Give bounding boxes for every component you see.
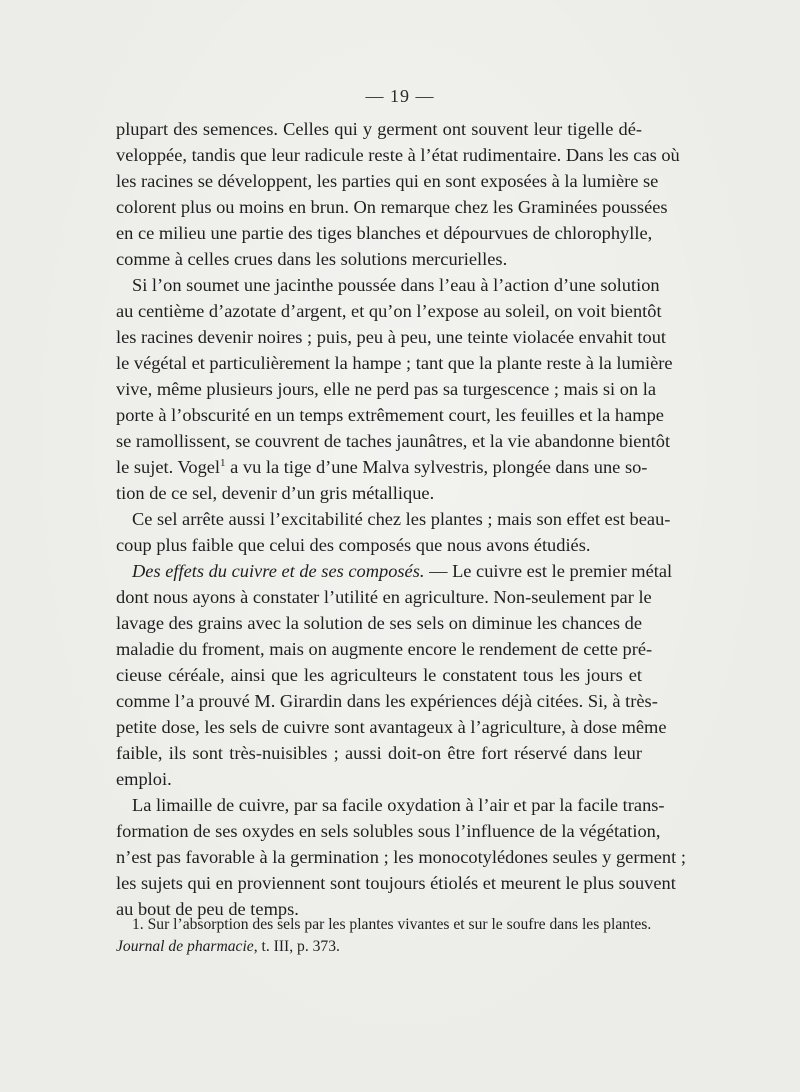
- body-line: formation de ses oxydes en sels solubles sous l’influence de la végétation,: [116, 821, 661, 841]
- footnote-reference: 1: [220, 456, 226, 469]
- body-line: emploi.: [116, 769, 172, 789]
- body-line: en ce milieu une partie des tiges blanches et dépourvues de chlorophylle,: [116, 223, 653, 243]
- body-line: au bout de peu de temps.: [116, 899, 299, 919]
- body-line: comme l’a prouvé M. Girardin dans les expériences déjà citées. Si, à très-: [116, 691, 658, 711]
- body-line: plupart des semences. Celles qui y germent ont souvent leur tigelle dé-: [116, 119, 642, 139]
- footnote-text: Sur l’absorption des sels par les plantes vivantes et sur le soufre dans les plantes.: [147, 916, 652, 933]
- body-line: faible, ils sont très-nuisibles ; aussi doit-on être fort réservé dans leur: [116, 743, 642, 763]
- body-line: maladie du froment, mais on augmente encore le rendement de cette pré-: [116, 639, 653, 659]
- body-line: coup plus faible que celui des composés que nous avons étudiés.: [116, 535, 591, 555]
- footnote-line: [116, 914, 652, 936]
- body-line-end: a vu la tige d’une Malva sylvestris, plongée dans une so-: [230, 457, 648, 477]
- body-line: lavage des grains avec la solution de ses sels on diminue les chances de: [116, 613, 642, 633]
- section-heading: Des effets du cuivre et de ses composés.: [132, 561, 425, 581]
- body-line: veloppée, tandis que leur radicule reste à l’état rudimentaire. Dans les cas où: [116, 145, 680, 165]
- body-line: n’est pas favorable à la germination ; les monocotylédones seules y germent ;: [116, 847, 686, 867]
- body-line-with-footnote: [116, 454, 648, 480]
- body-text: [116, 116, 686, 922]
- footnote-reference-detail: , t. III, p. 373.: [253, 938, 340, 955]
- body-line: comme à celles crues dans les solutions mercurielles.: [116, 249, 508, 269]
- body-line: La limaille de cuivre, par sa facile oxydation à l’air et par la facile trans-: [132, 795, 665, 815]
- body-line: cieuse céréale, ainsi que les agriculteurs le constatent tous les jours et: [116, 665, 642, 685]
- body-line: se ramollissent, se couvrent de taches jaunâtres, et la vie abandonne bientôt: [116, 431, 671, 451]
- body-line: le végétal et particulièrement la hampe ; tant que la plante reste à la lumière: [116, 353, 673, 373]
- page-number: — 19 —: [365, 86, 435, 106]
- body-line-start: le sujet. Vogel: [116, 457, 221, 477]
- body-line: colorent plus ou moins en brun. On remarque chez les Graminées poussées: [116, 197, 668, 217]
- body-line: les sujets qui en proviennent sont toujours étiolés et meurent le plus souvent: [116, 873, 676, 893]
- body-line: les racines se développent, les parties qui en sont exposées à la lumière se: [116, 171, 659, 191]
- body-line: porte à l’obscurité en un temps extrêmement court, les feuilles et la hampe: [116, 405, 664, 425]
- body-line: petite dose, les sels de cuivre sont avantageux à l’agriculture, à dose même: [116, 717, 667, 737]
- body-line: dont nous ayons à constater l’utilité en agriculture. Non-seulement par le: [116, 587, 652, 607]
- footnote-line: [116, 936, 642, 958]
- body-line: au centième d’azotate d’argent, et qu’on l’expose au soleil, on voit bientôt: [116, 301, 662, 321]
- section-heading-line: [116, 558, 673, 584]
- body-line-end: — Le cuivre est le premier métal: [429, 561, 673, 581]
- footnote-journal: Journal de pharmacie: [116, 938, 254, 955]
- footnotes: [116, 914, 652, 958]
- body-line: Ce sel arrête aussi l’excitabilité chez les plantes ; mais son effet est beau-: [132, 509, 671, 529]
- body-line: les racines devenir noires ; puis, peu à peu, une teinte violacée envahit tout: [116, 327, 666, 347]
- body-line: Si l’on soumet une jacinthe poussée dans l’eau à l’action d’une solution: [132, 275, 660, 295]
- body-line: vive, même plusieurs jours, elle ne perd pas sa turgescence ; mais si on la: [116, 379, 656, 399]
- body-line: tion de ce sel, devenir d’un gris métallique.: [116, 483, 435, 503]
- footnote-number: 1.: [132, 916, 144, 933]
